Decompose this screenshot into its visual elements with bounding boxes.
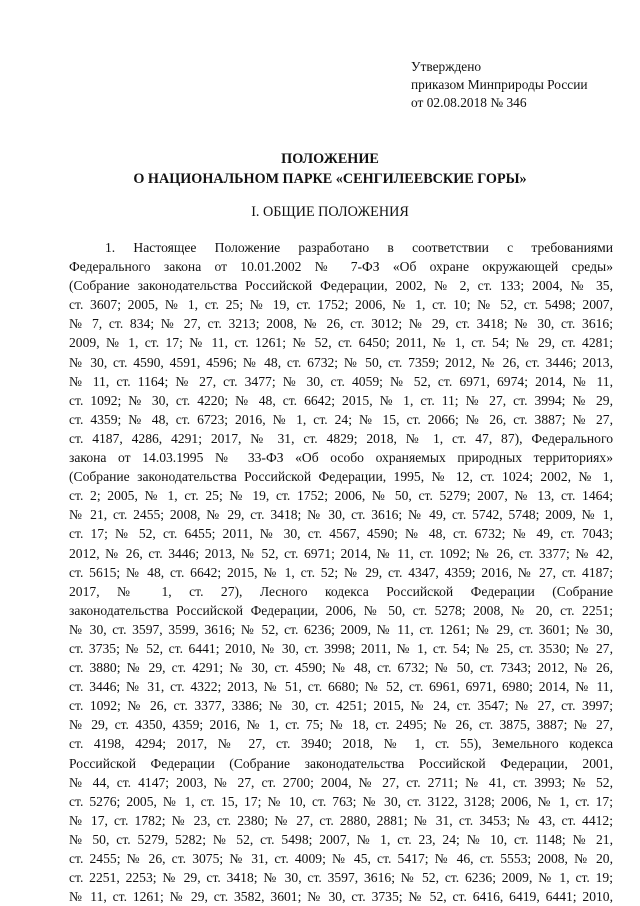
body-line: законодательства Российской Федерации, 2006, № 50, ст. 5278; 2008, № 20, ст. 2251; xyxy=(69,602,613,618)
document-title-line: О НАЦИОНАЛЬНОМ ПАРКЕ «СЕНГИЛЕЕВСКИЕ ГОРЫ» xyxy=(133,170,527,187)
body-line: 2009, № 1, ст. 17; № 11, ст. 1261; № 52, ст. 6450; 2011, № 1, ст. 54; № 29, ст. 4281; xyxy=(69,335,613,351)
body-line: № 29, ст. 4350, 4359; 2016, № 1, ст. 75; № 18, ст. 2495; № 26, ст. 3875, 3887; № 27, xyxy=(69,717,613,733)
body-line: № 50, ст. 5279, 5282; № 52, ст. 5498; 2007, № 1, ст. 23, 24; № 10, ст. 1148; № 21, xyxy=(69,831,613,847)
body-line: № 30, ст. 4590, 4591, 4596; № 48, ст. 6732; № 50, ст. 7359; 2012, № 26, ст. 3446; 2013, xyxy=(69,354,613,370)
body-line: ст. 4359; № 48, ст. 6723; 2016, № 1, ст. 24; № 15, ст. 2066; № 26, ст. 3887; № 27, xyxy=(69,411,613,427)
body-line: № 11, ст. 1261; № 29, ст. 3582, 3601; № 30, ст. 3735; № 52, ст. 6416, 6419, 6441; 2010, xyxy=(69,889,613,905)
body-line: ст. 2455; № 26, ст. 3075; № 31, ст. 4009; № 45, ст. 5417; № 46, ст. 5553; 2008, № 20, xyxy=(69,851,613,866)
body-line: ст. 2251, 2253; № 29, ст. 3418; № 30, ст. 3597, 3616; № 52, ст. 6236; 2009, № 1, ст. 19; xyxy=(69,870,613,886)
body-line: ст. 2; 2005, № 1, ст. 25; № 19, ст. 1752; 2006, № 50, ст. 5279; 2007, № 13, ст. 1464; xyxy=(69,488,613,504)
section-heading: I. ОБЩИЕ ПОЛОЖЕНИЯ xyxy=(251,204,409,220)
body-line: ст. 5276; 2005, № 1, ст. 15, 17; № 10, ст. 763; № 30, ст. 3122, 3128; 2006, № 1, ст. 17; xyxy=(69,793,613,809)
body-line: ст. 5615; № 48, ст. 6642; 2015, № 1, ст. 52; № 29, ст. 4347, 4359; 2016, № 27, ст. 4187; xyxy=(69,564,613,580)
body-line: № 7, ст. 834; № 27, ст. 3213; 2008, № 26, ст. 3012; № 29, ст. 3418; № 30, ст. 3616; xyxy=(69,316,613,332)
body-line: ст. 4187, 4286, 4291; 2017, № 31, ст. 4829; 2018, № 1, ст. 47, 87), Федерального xyxy=(69,430,613,446)
body-line: ст. 3446; № 31, ст. 4322; 2013, № 51, ст. 6680; № 52, ст. 6961, 6971, 6980; 2014, № 11, xyxy=(69,679,613,695)
body-line: ст. 17; № 52, ст. 6455; 2011, № 30, ст. 4567, 4590; № 48, ст. 6732; № 49, ст. 7043; xyxy=(69,526,613,542)
body-line: ст. 4198, 4294; 2017, № 27, ст. 3940; 2018, № 1, ст. 55), Земельного кодекса xyxy=(69,736,613,752)
body-line: 2017, № 1, ст. 27), Лесного кодекса Российской Федерации (Собрание xyxy=(69,583,613,599)
body-line: № 44, ст. 4147; 2003, № 27, ст. 2700; 2004, № 27, ст. 2711; № 41, ст. 3993; № 52, xyxy=(69,774,613,790)
body-line: № 21, ст. 2455; 2008, № 29, ст. 3418; № 30, ст. 3616; № 49, ст. 5742, 5748; 2009, № 1, xyxy=(69,507,613,523)
body-line: 1. Настоящее Положение разработано в соответствии с требованиями xyxy=(105,240,613,255)
body-line: № 17, ст. 1782; № 23, ст. 2380; № 27, ст. 2880, 2881; № 31, ст. 3453; № 43, ст. 4412; xyxy=(69,812,613,828)
body-line: № 30, ст. 3597, 3599, 3616; № 52, ст. 6236; 2009, № 11, ст. 1261; № 29, ст. 3601; № 30, xyxy=(69,621,613,637)
body-line: № 11, ст. 1164; № 27, ст. 3477; № 30, ст. 4059; № 52, ст. 6971, 6974; 2014, № 11, xyxy=(69,373,613,389)
approval-line: приказом Минприроды России xyxy=(411,77,588,92)
body-line: закона от 14.03.1995 № 33-ФЗ «Об особо охраняемых природных территориях» xyxy=(69,450,613,466)
body-line: ст. 1092; № 30, ст. 4220; № 48, ст. 6642; 2015, № 1, ст. 11; № 27, ст. 3994; № 29, xyxy=(69,392,613,408)
document-title-line: ПОЛОЖЕНИЕ xyxy=(281,151,379,167)
document-title xyxy=(60,150,600,189)
body-line: Российской Федерации (Собрание законодательства Российской Федерации, 2001, xyxy=(69,755,613,771)
body-line: ст. 3607; 2005, № 1, ст. 25; № 19, ст. 1752; 2006, № 1, ст. 10; № 52, ст. 5498; 2007, xyxy=(69,297,613,313)
approval-line: Утверждено xyxy=(411,59,482,74)
approval-line: от 02.08.2018 № 346 xyxy=(411,95,527,110)
body-line: 2012, № 26, ст. 3446; 2013, № 52, ст. 6971; 2014, № 11, ст. 1092; № 26, ст. 3377; № 42, xyxy=(69,545,613,561)
approval-stamp-block xyxy=(411,58,631,112)
body-line: (Собрание законодательства Российской Федерации, 2002, № 2, ст. 133; 2004, № 35, xyxy=(69,278,613,294)
body-line: ст. 1092; № 26, ст. 3377, 3386; № 30, ст. 4251; 2015, № 24, ст. 3547; № 27, ст. 3997; xyxy=(69,698,613,714)
body-line: ст. 3880; № 29, ст. 4291; № 30, ст. 4590; № 48, ст. 6732; № 50, ст. 7343; 2012, № 26, xyxy=(69,660,613,676)
body-line: (Собрание законодательства Российской Федерации, 1995, № 12, ст. 1024; 2002, № 1, xyxy=(69,469,613,485)
body-line: ст. 3735; № 52, ст. 6441; 2010, № 30, ст. 3998; 2011, № 1, ст. 54; № 25, ст. 3530; № 27, xyxy=(69,640,613,656)
body-line: Федерального закона от 10.01.2002 № 7-ФЗ «Об охране окружающей среды» xyxy=(69,259,613,275)
body-paragraph xyxy=(69,238,613,906)
